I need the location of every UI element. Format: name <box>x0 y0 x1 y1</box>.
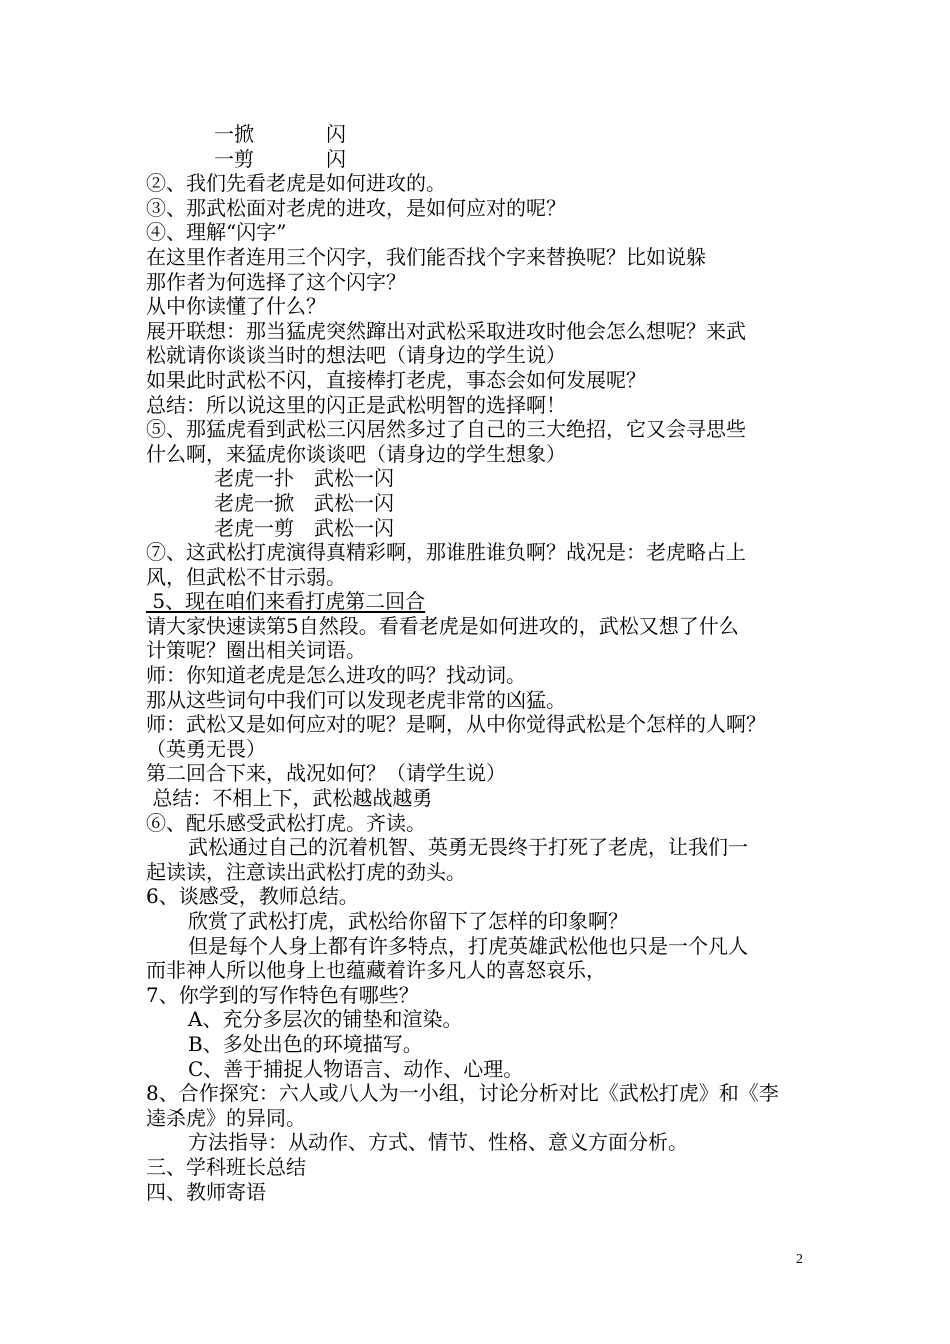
indented-line: 但是每个人身上都有许多特点，打虎英雄武松他也只是一个凡人 <box>188 933 748 958</box>
verb-pair-line <box>146 122 826 147</box>
indented-line: B、多处出色的环境描写。 <box>188 1031 423 1056</box>
text-line: ②、我们先看老虎是如何进攻的。 <box>146 171 446 196</box>
section-heading: 5、现在咱们来看打虎第二回合 <box>146 589 426 614</box>
text-line: ⑦、这武松打虎演得真精彩啊，那谁胜谁负啊？战况是：老虎略占上 <box>146 540 746 565</box>
text-line: 在这里作者连用三个闪字，我们能否找个字来替换呢？比如说躲 <box>146 244 706 269</box>
text-line: 总结：不相上下，武松越战越勇 <box>146 786 433 811</box>
text-line: 三、学科班长总结 <box>146 1154 306 1179</box>
indented-line: 武松通过自己的沉着机智、英勇无畏终于打死了老虎，让我们一 <box>188 835 748 860</box>
text-line: 起读读，注意读出武松打虎的劲头。 <box>146 859 466 884</box>
text-line: ③、那武松面对老虎的进攻，是如何应对的呢？ <box>146 195 566 220</box>
text-line: 展开联想：那当猛虎突然蹿出对武松采取进攻时他会怎么想呢？来武 <box>146 318 746 343</box>
text-line: 逵杀虎》的异同。 <box>146 1105 306 1130</box>
text-line: 师：武松又是如何应对的呢？是啊，从中你觉得武松是个怎样的人啊？ <box>146 712 766 737</box>
text-line: （英勇无畏） <box>146 736 266 761</box>
verb-word: 一掀 <box>214 122 254 146</box>
text-line: 从中你读懂了什么？ <box>146 294 326 319</box>
text-line: 请大家快速读第5自然段。看看老虎是如何进攻的，武松又想了什么 <box>146 613 739 638</box>
text-line: 松就请你谈谈当时的想法吧（请身边的学生说） <box>146 343 566 368</box>
text-line: 第二回合下来，战况如何？（请学生说） <box>146 761 506 786</box>
verb-word: 闪 <box>326 146 346 171</box>
indented-line: 方法指导：从动作、方式、情节、性格、意义方面分析。 <box>188 1130 688 1155</box>
indented-line: 老虎一掀 武松一闪 <box>214 490 394 515</box>
text-line: 那作者为何选择了这个闪字？ <box>146 269 406 294</box>
text-line: 师：你知道老虎是怎么进攻的吗？找动词。 <box>146 663 526 688</box>
indented-line: C、善于捕捉人物语言、动作、心理。 <box>188 1056 524 1081</box>
text-line: ⑤、那猛虎看到武松三闪居然多过了自己的三大绝招，它又会寻思些 <box>146 417 746 442</box>
text-line: ⑥、配乐感受武松打虎。齐读。 <box>146 810 426 835</box>
text-line: 总结：所以说这里的闪正是武松明智的选择啊！ <box>146 392 566 417</box>
text-line: 6、谈感受，教师总结。 <box>146 884 359 909</box>
indented-line: 老虎一剪 武松一闪 <box>214 515 394 540</box>
text-line: 而非神人所以他身上也蕴藏着许多凡人的喜怒哀乐， <box>146 958 606 983</box>
verb-pair-line <box>146 147 826 172</box>
document-body <box>146 122 826 1204</box>
text-line: 那从这些词句中我们可以发现老虎非常的凶猛。 <box>146 687 566 712</box>
text-line: ④、理解“闪字” <box>146 220 287 245</box>
text-line: 7、你学到的写作特色有哪些？ <box>146 982 419 1007</box>
text-line: 8、合作探究：六人或八人为一小组，讨论分析对比《武松打虎》和《李 <box>146 1081 779 1106</box>
text-line: 计策呢？圈出相关词语。 <box>146 638 366 663</box>
indented-line: A、充分多层次的铺垫和渲染。 <box>188 1007 463 1032</box>
verb-word: 一剪 <box>214 146 254 171</box>
indented-line: 老虎一扑 武松一闪 <box>214 466 394 491</box>
text-line: 四、教师寄语 <box>146 1179 266 1204</box>
text-line: 什么啊，来猛虎你谈谈吧（请身边的学生想象） <box>146 441 566 466</box>
indented-line: 欣赏了武松打虎，武松给你留下了怎样的印象啊？ <box>188 909 628 933</box>
text-line: 风，但武松不甘示弱。 <box>146 564 346 589</box>
text-line: 如果此时武松不闪，直接棒打老虎，事态会如何发展呢？ <box>146 367 646 392</box>
verb-word: 闪 <box>326 122 346 146</box>
page-number: 2 <box>796 1252 803 1267</box>
